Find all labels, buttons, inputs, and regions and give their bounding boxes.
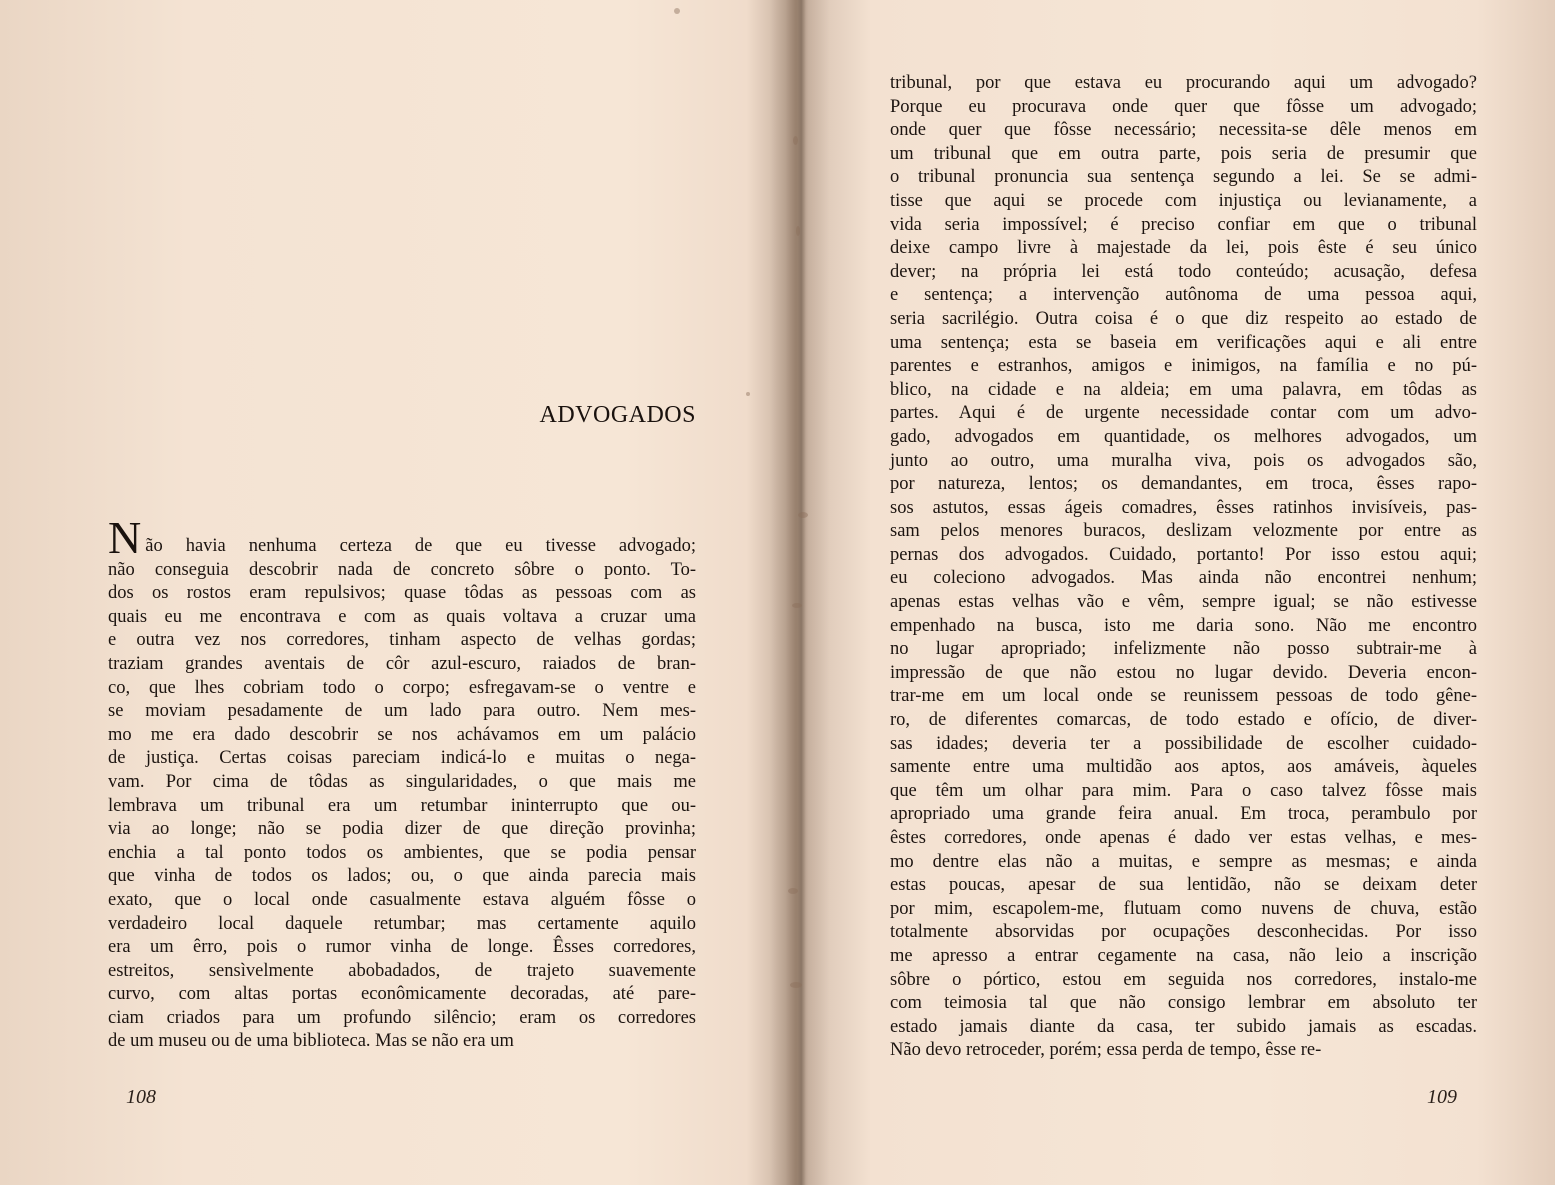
text-line: por mim, escapolem-me, flutuam como nuvens de chuva, estão bbox=[890, 898, 1477, 919]
text-line: uma sentença; esta se baseia em verificações aqui e ali entre bbox=[890, 332, 1477, 353]
text-line: dever; na própria lei está todo conteúdo; acusação, defesa bbox=[890, 261, 1477, 282]
text-line: que têm um olhar para mim. Para o caso talvez fôsse mais bbox=[890, 780, 1477, 801]
book-gutter bbox=[770, 0, 830, 1185]
drop-cap: N bbox=[108, 512, 142, 563]
text-line: trar-me em um local onde se reunissem pessoas de todo gêne- bbox=[890, 686, 1477, 707]
text-line: seria sacrilégio. Outra coisa é o que diz respeito ao estado de bbox=[890, 308, 1477, 329]
text-line: exato, que o local onde casualmente estava alguém fôsse o bbox=[108, 889, 696, 910]
text-line: estas poucas, apesar de sua lentidão, não se deixam deter bbox=[890, 875, 1477, 896]
text-line: e sentença; a intervenção autônoma de uma pessoa aqui, bbox=[890, 285, 1477, 306]
text-line: quais eu me encontrava e com as quais voltava a cruzar uma bbox=[108, 606, 696, 627]
binding-thread bbox=[788, 888, 798, 894]
text-line: ciam criados para um profundo silêncio; eram os corredores bbox=[108, 1007, 696, 1028]
text-line: vida seria impossível; é preciso confiar em que o tribunal bbox=[890, 214, 1477, 235]
text-line: com teimosia tal que não consigo lembrar em absoluto ter bbox=[890, 993, 1477, 1014]
text-line: sos astutos, essas ágeis comadres, êsses ratinhos invisíveis, pas- bbox=[890, 497, 1477, 518]
text-line: parentes e estranhos, amigos e inimigos, na família e no pú- bbox=[890, 356, 1477, 377]
text-line: não conseguia descobrir nada de concreto sôbre o ponto. To- bbox=[108, 559, 696, 580]
text-line: e outra vez nos corredores, tinham aspecto de velhas gordas; bbox=[108, 630, 696, 651]
text-line: verdadeiro local daquele retumbar; mas certamente aquilo bbox=[108, 913, 696, 934]
text-line: apenas estas velhas vão e vêm, sempre igual; se não estivesse bbox=[890, 592, 1477, 613]
text-line: totalmente absorvidas por ocupações desconhecidas. Por isso bbox=[890, 922, 1477, 943]
text-line: Porque eu procurava onde quer que fôsse um advogado; bbox=[890, 96, 1477, 117]
binding-thread bbox=[798, 512, 808, 518]
text-line: junto ao outro, uma muralha viva, pois os advogados são, bbox=[890, 450, 1477, 471]
right-body-text bbox=[890, 72, 1477, 1063]
text-line: apropriado uma grande feira anual. Em troca, perambulo por bbox=[890, 804, 1477, 825]
text-line: êstes corredores, onde apenas é dado ver estas velhas, e mes- bbox=[890, 828, 1477, 848]
text-line: co, que lhes cobriam todo o corpo; esfregavam-se o ventre e bbox=[108, 677, 696, 698]
text-line: gado, advogados em quantidade, os melhores advogados, um bbox=[890, 426, 1477, 447]
text-line: estreitos, sensìvelmente abobadados, de trajeto suavemente bbox=[108, 960, 696, 981]
text-line: traziam grandes aventais de côr azul-escuro, raiados de bran- bbox=[108, 653, 696, 674]
text-line: se moviam pesadamente de um lado para outro. Nem mes- bbox=[108, 701, 696, 722]
text-line: sas idades; deveria ter a possibilidade de escolher cuidado- bbox=[890, 733, 1477, 754]
text-line: tribunal, por que estava eu procurando aqui um advogado? bbox=[890, 73, 1477, 93]
text-line: de um museu ou de uma biblioteca. Mas se não era um bbox=[108, 1031, 514, 1052]
binding-thread bbox=[790, 982, 802, 988]
text-line: o tribunal pronuncia sua sentença segundo a lei. Se se admi- bbox=[890, 167, 1477, 188]
chapter-title: ADVOGADOS bbox=[539, 402, 696, 428]
text-line: estado jamais diante da casa, ter subido jamais as escadas. bbox=[890, 1016, 1477, 1037]
left-body-text bbox=[108, 512, 696, 1054]
text-line: mo me era dado descobrir se nos achávamos em um palácio bbox=[108, 724, 696, 745]
text-line: de justiça. Certas coisas pareciam indicá-lo e muitas o nega- bbox=[108, 748, 696, 769]
text-line: era um êrro, pois o rumor vinha de longe. Êsses corredores, bbox=[108, 937, 696, 958]
text-line: por natureza, lentos; os demandantes, em troca, êsses rapo- bbox=[890, 474, 1477, 495]
text-line: que vinha de todos os lados; ou, o que ainda parecia mais bbox=[108, 866, 696, 887]
text-line: um tribunal que em outra parte, pois seria de presumir que bbox=[890, 143, 1477, 164]
text-line: eu coleciono advogados. Mas ainda não encontrei nenhum; bbox=[890, 568, 1477, 589]
text-line: ro, de diferentes comarcas, de todo estado e ofício, de diver- bbox=[890, 710, 1477, 731]
left-page bbox=[108, 0, 696, 1185]
text-line-content: ão havia nenhuma certeza de que eu tivesse advogado; bbox=[145, 536, 696, 556]
text-line: lembrava um tribunal era um retumbar ininterrupto que ou- bbox=[108, 795, 696, 816]
text-line: curvo, com altas portas econômicamente decoradas, até pare- bbox=[108, 984, 696, 1005]
text-line: tisse que aqui se procede com injustiça ou levianamente, a bbox=[890, 190, 1477, 211]
binding-thread bbox=[793, 136, 798, 145]
text-line: dos os rostos eram repulsivos; quase tôdas as pessoas com as bbox=[108, 583, 696, 604]
page-number: 108 bbox=[126, 1086, 156, 1108]
binding-thread bbox=[792, 603, 802, 608]
text-line: via ao longe; não se podia dizer de que direção provinha; bbox=[108, 819, 696, 840]
text-line: vam. Por cima de tôdas as singularidades, o que mais me bbox=[108, 771, 696, 792]
text-line: mo dentre elas não a muitas, e sempre as mesmas; e ainda bbox=[890, 851, 1477, 872]
text-line: blico, na cidade e na aldeia; em uma palavra, em tôdas as bbox=[890, 379, 1477, 400]
paper-speck bbox=[746, 392, 750, 396]
text-line bbox=[108, 512, 696, 563]
text-line: onde quer que fôsse necessário; necessita-se dêle menos em bbox=[890, 120, 1477, 141]
text-line: pernas dos advogados. Cuidado, portanto! Por isso estou aqui; bbox=[890, 544, 1477, 565]
text-line: partes. Aqui é de urgente necessidade contar com um advo- bbox=[890, 403, 1477, 424]
text-line: sam pelos menores buracos, deslizam velozmente por entre as bbox=[890, 521, 1477, 542]
page-number: 109 bbox=[1427, 1086, 1457, 1108]
text-line: enchia a tal ponto todos os ambientes, que se podia pensar bbox=[108, 842, 696, 863]
text-line: empenhado na busca, isto me daria sono. Não me encontro bbox=[890, 615, 1477, 636]
text-line: deixe campo livre à majestade da lei, pois êste é seu único bbox=[890, 238, 1477, 259]
binding-thread bbox=[796, 226, 800, 236]
text-line: no lugar apropriado; infelizmente não posso subtrair-me à bbox=[890, 639, 1477, 660]
text-line: samente entre uma multidão aos aptos, aos amáveis, àqueles bbox=[890, 757, 1477, 778]
text-line: Não devo retroceder, porém; essa perda de tempo, êsse re- bbox=[890, 1040, 1322, 1061]
text-line: sôbre o pórtico, estou em seguida nos corredores, instalo-me bbox=[890, 969, 1477, 990]
text-line: impressão de que não estou no lugar devido. Deveria encon- bbox=[890, 662, 1477, 683]
text-line: me apresso a entrar cegamente na casa, não leio a inscrição bbox=[890, 945, 1477, 966]
right-page bbox=[890, 0, 1477, 1185]
